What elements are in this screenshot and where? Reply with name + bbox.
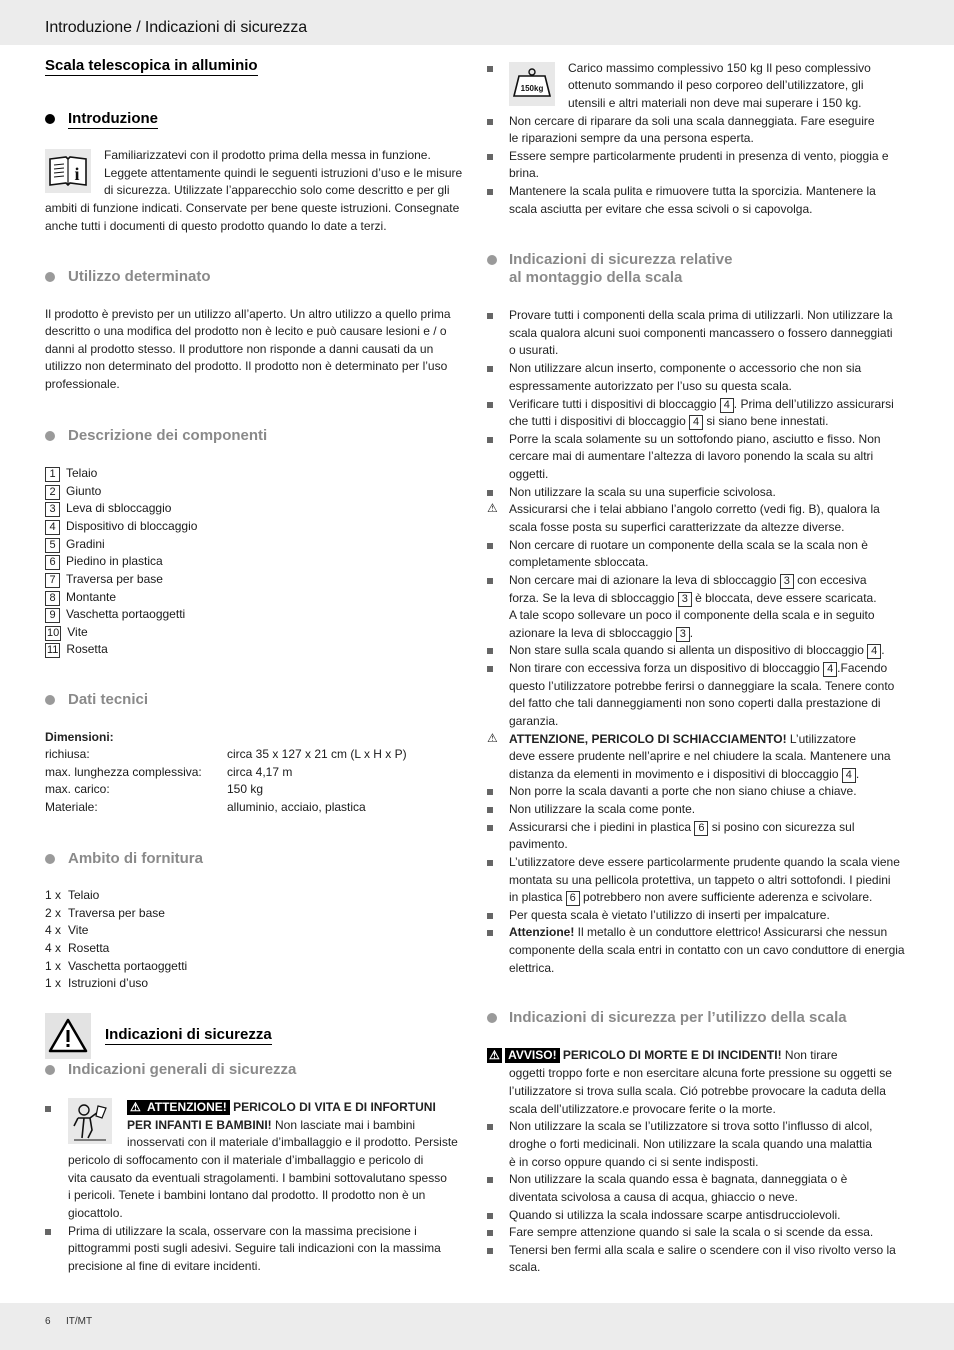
list-bullet bbox=[45, 1229, 51, 1235]
safety-line: Non utilizzare alcun inserto, componente o accessorio che non sia bbox=[509, 361, 862, 375]
safety-line: Non tirare con eccessiva forza un dispositivo di bloccaggio 4 .Facendo bbox=[509, 661, 888, 675]
part-number-ref: 4 bbox=[867, 644, 881, 659]
list-bullet bbox=[487, 913, 493, 919]
safety-line: Non utilizzare la scala come ponte. bbox=[509, 802, 696, 816]
safety-line: o usurati. bbox=[509, 343, 559, 357]
safety-heading: Indicazioni di sicurezza bbox=[105, 1026, 272, 1043]
safety-line: Quando si utilizza la scala indossare scarpe antisdrucciolevoli. bbox=[509, 1208, 841, 1222]
list-bullet bbox=[487, 1230, 493, 1236]
warning-line: pericolo di soffocamento con il materiale d’imballaggio e pericolo di bbox=[68, 1153, 424, 1167]
svg-text:i: i bbox=[74, 164, 80, 184]
safety-line: Carico massimo complessivo 150 kg Il peso complessivo bbox=[568, 61, 871, 75]
general-safety-heading: Indicazioni generali di sicurezza bbox=[68, 1061, 297, 1078]
part-number-ref: 4 bbox=[823, 662, 837, 677]
avviso-line: ⚠ AVVISO! PERICOLO DI MORTE E DI INCIDENTI! Non tirare bbox=[489, 1048, 838, 1062]
warning-small-icon: ⚠ bbox=[487, 731, 498, 745]
supply-item: 2 x Traversa per base bbox=[45, 906, 165, 920]
safety-line: Attenzione! Il metallo è un conduttore elettrico! Assicurarsi che nessun bbox=[509, 925, 888, 939]
list-bullet bbox=[487, 1213, 493, 1219]
list-bullet bbox=[487, 490, 493, 496]
safety-line: Non cercare di ruotare un componente della scala se la scala non è bbox=[509, 538, 868, 552]
component-item: 8 Montante bbox=[45, 589, 116, 606]
safety-line: utensili e altri materiali non deve mai superare i 150 kg. bbox=[568, 96, 862, 110]
safety-line: ATTENZIONE, PERICOLO DI SCHIACCIAMENTO! L’utilizzatore bbox=[509, 732, 856, 746]
safety-line: garanzia. bbox=[509, 714, 559, 728]
list-bullet bbox=[487, 189, 493, 195]
safety-line: Essere sempre particolarmente prudenti in presenza di vento, pioggia e bbox=[509, 149, 889, 163]
component-item: 11 Rosetta bbox=[47, 642, 108, 656]
safety-line: scala dell’utilizzatore.e provocare ferite o la morte. bbox=[509, 1102, 776, 1116]
safety-line: espressamente autorizzato per l’uso su questa scala. bbox=[509, 379, 792, 393]
safety-line: pittogrammi posti sugli adesivi. Seguire tali indicazioni con la massima bbox=[68, 1241, 441, 1255]
component-item: 4 Dispositivo di bloccaggio bbox=[45, 518, 197, 535]
safety-line: oggetti troppo forte e non esercitare alcuna forte pressione su oggetti se bbox=[509, 1066, 892, 1080]
warning-line: i pericoli. Tenete i bambini lontano dal prodotto. Il prodotto non è un bbox=[68, 1188, 426, 1202]
safety-line: azionare la leva di sbloccaggio 3 . bbox=[509, 626, 694, 640]
list-bullet bbox=[487, 825, 493, 831]
safety-line: scala qualora alcuni suoi componenti mancassero o fossero danneggiati bbox=[509, 326, 893, 340]
page-footer bbox=[0, 1303, 954, 1350]
page-header bbox=[0, 0, 954, 45]
part-number-ref: 4 bbox=[689, 415, 703, 430]
intro-line: Familiarizzatevi con il prodotto prima della messa in funzione. bbox=[104, 148, 431, 162]
safety-line: distanza da elementi in movimento e i dispositivi di bloccaggio 4 . bbox=[509, 767, 860, 781]
bullet-dot-icon bbox=[45, 431, 55, 441]
list-bullet bbox=[487, 402, 493, 408]
component-item: 6 Piedino in plastica bbox=[45, 553, 163, 570]
usage-heading: Indicazioni di sicurezza per l’utilizzo della scala bbox=[509, 1009, 847, 1026]
list-bullet bbox=[487, 543, 493, 549]
intro-line: Leggete attentamente quindi le seguenti istruzioni d’uso e le misure bbox=[104, 166, 463, 180]
language-code: IT/MT bbox=[66, 1316, 93, 1327]
part-number-ref: 4 bbox=[842, 768, 856, 783]
safety-line: elettrica. bbox=[509, 961, 555, 975]
list-bullet bbox=[487, 578, 493, 584]
mount-heading: al montaggio della scala bbox=[509, 269, 683, 286]
warning-line: ⚠ ATTENZIONE! PERICOLO DI VITA E DI INFORTUNI bbox=[127, 1099, 436, 1117]
safety-line: brina. bbox=[509, 166, 540, 180]
list-bullet bbox=[487, 1124, 493, 1130]
page-number: 6 bbox=[45, 1316, 51, 1327]
safety-line: ottenuto sommando il peso corporeo dell’utilizzatore, gli bbox=[568, 78, 864, 92]
use-heading: Utilizzo determinato bbox=[68, 268, 211, 285]
load-weight-label: 150kg bbox=[520, 84, 544, 93]
list-bullet bbox=[487, 789, 493, 795]
safety-line: questo l’utilizzatore potrebbe ferirsi o danneggiare la scala. Tenere conto bbox=[509, 679, 895, 693]
safety-line: Non utilizzare la scala quando essa è bagnata, danneggiata o è bbox=[509, 1172, 848, 1186]
safety-line: Verificare tutti i dispositivi di bloccaggio 4 . Prima dell’utilizzo assicurarsi bbox=[509, 397, 894, 411]
part-number-ref: 3 bbox=[678, 592, 692, 607]
use-line: utilizzo non determinato del prodotto. Il prodotto non è determinato per l’uso bbox=[45, 359, 448, 373]
component-item: 1 Telaio bbox=[45, 465, 97, 482]
list-bullet bbox=[487, 930, 493, 936]
safety-line: cercare mai di aumentare l’altezza di lavoro ponendo la scala su altri bbox=[509, 449, 874, 463]
safety-line: in plastica 6 potrebbero non avere sufficiente aderenza e scivolare. bbox=[509, 890, 873, 904]
list-bullet bbox=[487, 860, 493, 866]
safety-line: deve essere prudente nell’aprire e nel chiudere la scala. Mantenere una bbox=[509, 749, 891, 763]
list-bullet bbox=[487, 119, 493, 125]
safety-line: precisione al fine di evitare incidenti. bbox=[68, 1259, 261, 1273]
part-number-ref: 4 bbox=[720, 398, 734, 413]
safety-line: Non stare sulla scala quando si allenta un dispositivo di bloccaggio 4 . bbox=[509, 643, 885, 657]
safety-line: l’utilizzatore si trova sulla scala. Ció potrebbe provocare la caduta della bbox=[509, 1084, 886, 1098]
bullet-dot-icon bbox=[45, 695, 55, 705]
safety-line: droghe o forti medicinali. Non utilizzare la scala quando una malattia bbox=[509, 1137, 872, 1151]
dimensions-label: Dimensioni: bbox=[45, 730, 114, 744]
safety-line: Assicurarsi che i piedini in plastica 6 si posino con sicurezza sul bbox=[509, 820, 855, 834]
load-weight-icon bbox=[509, 62, 555, 106]
component-item: 10 Vite bbox=[47, 625, 88, 639]
use-line: Il prodotto è previsto per un utilizzo all’aperto. Un altro utilizzo a quello prima bbox=[45, 307, 451, 321]
warning-small-icon: ⚠ bbox=[487, 501, 498, 515]
safety-line: Assicurarsi che i telai abbiano l’angolo corretto (vedi fig. B), qualora la bbox=[509, 502, 880, 516]
warning-line: PER INFANTI E BAMBINI! Non lasciate mai i bambini bbox=[127, 1118, 416, 1132]
list-bullet bbox=[45, 1106, 51, 1112]
component-item: 2 Giunto bbox=[45, 483, 101, 500]
list-bullet bbox=[487, 66, 493, 72]
warning-triangle-icon bbox=[45, 1013, 91, 1059]
list-bullet bbox=[487, 437, 493, 443]
component-item: 7 Traversa per base bbox=[45, 571, 163, 588]
supply-item: 1 x Vaschetta portaoggetti bbox=[45, 959, 188, 973]
safety-line: scala asciutta per evitare che essa scivoli o si capovolga. bbox=[509, 202, 813, 216]
list-bullet bbox=[487, 807, 493, 813]
warning-line: vita causato da eventuali stragolamenti. I bambini sottovalutano spesso bbox=[68, 1171, 447, 1185]
child-warning-icon bbox=[68, 1098, 112, 1144]
avviso-tag: ⚠ bbox=[489, 1048, 500, 1062]
supply-item: 1 x Telaio bbox=[45, 888, 100, 902]
safety-line: del fatto che tali danneggiamenti non sono coperti dalla prestazione di bbox=[509, 696, 881, 710]
part-number-ref: 6 bbox=[566, 891, 580, 906]
warning-line: inosservati con il materiale d’imballaggio e il prodotto. Persiste bbox=[127, 1135, 458, 1149]
safety-line: le riparazioni sempre da una persona esperta. bbox=[509, 131, 754, 145]
safety-line: Prima di utilizzare la scala, osservare con la massima precisione i bbox=[68, 1224, 417, 1238]
list-bullet bbox=[487, 648, 493, 654]
safety-line: pavimento. bbox=[509, 837, 568, 851]
list-bullet bbox=[487, 154, 493, 160]
intro-line: anche tutti i documenti di questo prodotto quando lo date a terzi. bbox=[45, 219, 387, 233]
safety-line: oggetti. bbox=[509, 467, 549, 481]
safety-line: scala fosse posta su superfici caratterizzate da altezze diverse. bbox=[509, 520, 845, 534]
safety-line: Non utilizzare la scala su una superficie scivolosa. bbox=[509, 485, 776, 499]
safety-line: Tenersi ben fermi alla scala e salire o scendere con il viso rivolto verso la bbox=[509, 1243, 896, 1257]
safety-line: Fare sempre attenzione quando si sale la scala o si scende da essa. bbox=[509, 1225, 874, 1239]
list-bullet bbox=[487, 1177, 493, 1183]
part-number-ref: 3 bbox=[780, 574, 794, 589]
use-line: descritto o una modifica del prodotto non è lecito e può causare lesioni e / o bbox=[45, 324, 447, 338]
part-number-ref: 3 bbox=[676, 627, 690, 642]
safety-line: Provare tutti i componenti della scala prima di utilizzarli. Non utilizzare la bbox=[509, 308, 893, 322]
bullet-dot-icon bbox=[45, 854, 55, 864]
intro-heading: Introduzione bbox=[68, 110, 158, 127]
avviso-label: AVVISO! bbox=[505, 1048, 559, 1063]
safety-line: Porre la scala solamente su un sottofondo piano, asciutto e fisso. Non bbox=[509, 432, 881, 446]
attention-tag: ⚠ ATTENZIONE! bbox=[127, 1100, 230, 1115]
safety-line: Non cercare mai di azionare la leva di sbloccaggio 3 con eccesiva bbox=[509, 573, 867, 587]
components-heading: Descrizione dei componenti bbox=[68, 427, 268, 444]
safety-line: montata su una pellicola protettiva, un tappeto o altri sottofondi. I piedini bbox=[509, 873, 891, 887]
supply-item: 4 x Vite bbox=[45, 923, 89, 937]
safety-line: componente della scala entri in contatto con un cavo conduttore di energia bbox=[509, 943, 905, 957]
list-bullet bbox=[487, 1248, 493, 1254]
intro-line: ambiti di funzione indicati. Conservate per bene queste istruzioni. Consegnate bbox=[45, 201, 460, 215]
safety-line: Non cercare di riparare da soli una scala danneggiata. Fare eseguire bbox=[509, 114, 875, 128]
mount-heading: Indicazioni di sicurezza relative bbox=[509, 251, 733, 268]
supply-item: 1 x Istruzioni d’uso bbox=[45, 976, 149, 990]
safety-line: Mantenere la scala pulita e rimuovere tutta la sporcizia. Mantenere la bbox=[509, 184, 876, 198]
safety-line: forza. Se la leva di sbloccaggio 3 è bloccata, deve essere scaricata. bbox=[509, 591, 877, 605]
bullet-dot-icon bbox=[45, 114, 55, 124]
info-book-icon bbox=[45, 149, 91, 193]
bullet-dot-icon bbox=[45, 1065, 55, 1075]
document-title: Scala telescopica in alluminio bbox=[45, 57, 258, 74]
warning-line: giocattolo. bbox=[68, 1206, 123, 1220]
intro-line: di sicurezza. Utilizzate l’apparecchio solo come descritto e per gli bbox=[104, 183, 450, 197]
bullet-dot-icon bbox=[45, 272, 55, 282]
list-bullet bbox=[487, 666, 493, 672]
bullet-dot-icon bbox=[487, 255, 497, 265]
header-title: Introduzione / Indicazioni di sicurezza bbox=[45, 19, 308, 36]
component-item: 5 Gradini bbox=[45, 536, 105, 553]
list-bullet bbox=[487, 366, 493, 372]
use-line: danni al prodotto stesso. Il produttore non risponde a danni causati da un bbox=[45, 342, 434, 356]
safety-line: che tutti i dispositivi di bloccaggio 4 si siano bene innestati. bbox=[509, 414, 829, 428]
safety-line: A tale scopo sollevare un poco il componente della scala e in seguito bbox=[509, 608, 875, 622]
safety-line: L’utilizzatore deve essere particolarmente prudente quando la scala viene bbox=[509, 855, 900, 869]
part-number-ref: 6 bbox=[694, 821, 708, 836]
safety-line: scala. bbox=[509, 1260, 541, 1274]
safety-line: Non porre la scala davanti a porte che non siano chiuse a chiave. bbox=[509, 784, 857, 798]
safety-line: è in corso oppure quando ci si sente indisposti. bbox=[509, 1155, 759, 1169]
use-line: professionale. bbox=[45, 377, 120, 391]
safety-line: Per questa scala è vietato l’utilizzo di inserti per impalcature. bbox=[509, 908, 830, 922]
safety-line: completamente sbloccata. bbox=[509, 555, 649, 569]
safety-line: diventata scivolosa a causa di acqua, ghiaccio o neve. bbox=[509, 1190, 798, 1204]
component-item: 3 Leva di sbloccaggio bbox=[45, 500, 171, 517]
bullet-dot-icon bbox=[487, 1013, 497, 1023]
supply-heading: Ambito di fornitura bbox=[68, 850, 203, 867]
list-bullet bbox=[487, 313, 493, 319]
tech-heading: Dati tecnici bbox=[68, 691, 149, 708]
component-item: 9 Vaschetta portaoggetti bbox=[45, 606, 185, 623]
safety-line: Non utilizzare la scala se l’utilizzatore si trova sotto l’influsso di alcol, bbox=[509, 1119, 873, 1133]
warning-small-icon: ⚠ bbox=[130, 1100, 141, 1114]
supply-item: 4 x Rosetta bbox=[45, 941, 110, 955]
